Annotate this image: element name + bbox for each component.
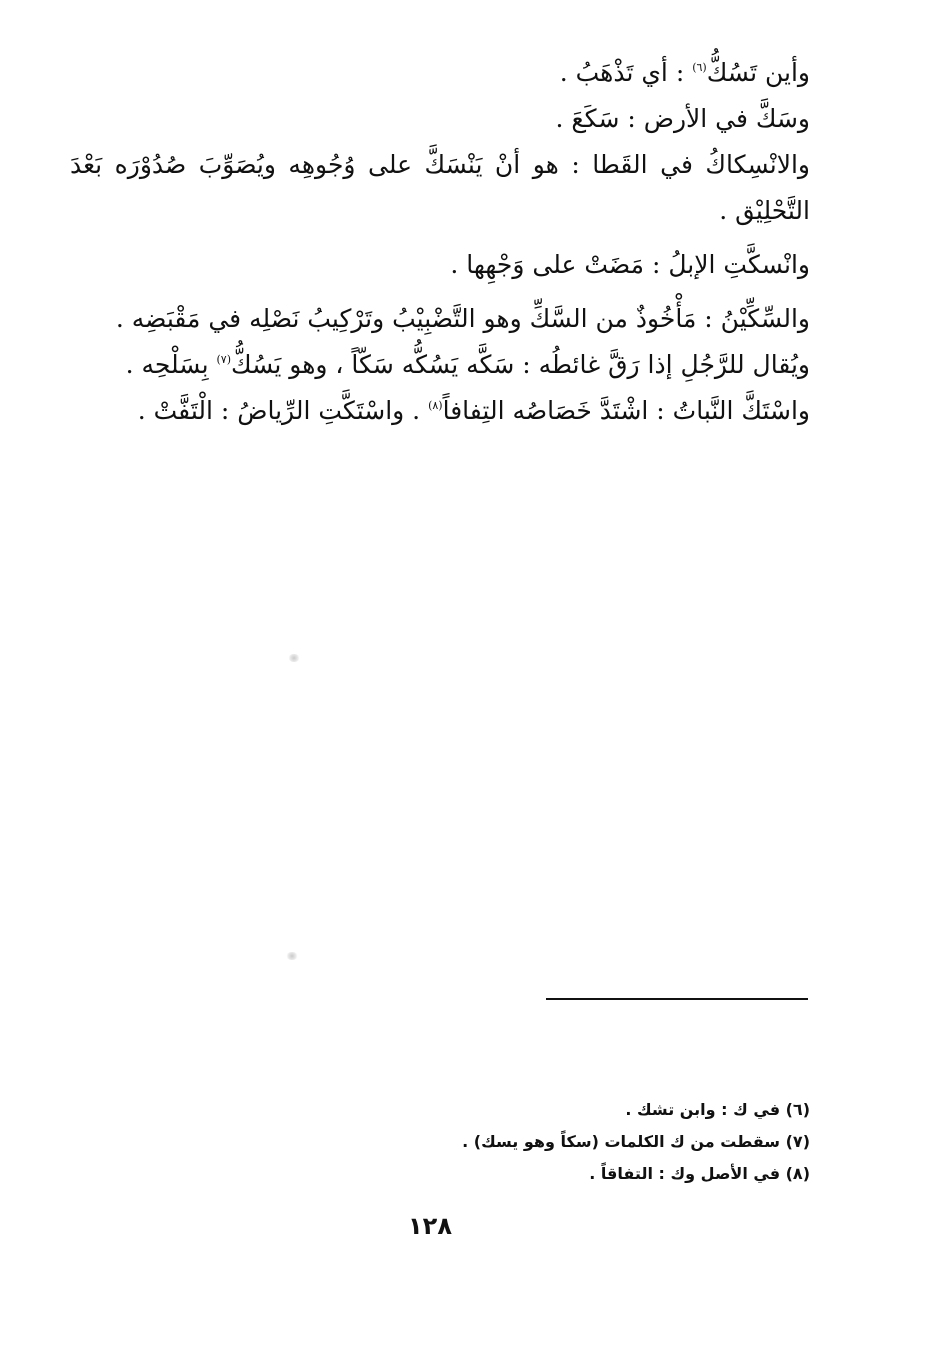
- text-line-8: [70, 388, 810, 434]
- line-8-text: واسْتَكَّ النَّباتُ : اشْتَدَّ خَصَاصُه التِفافاً: [442, 396, 810, 425]
- text-line-3: والانْسِكاكُ في القَطا : هو أنْ يَنْسَكَّ على وُجُوهِه ويُصَوِّبَ صُدُوْرَه بَعْدَ: [70, 150, 810, 179]
- text-line-2: وسَكَّ في الأرض : سَكَعَ .: [555, 104, 810, 133]
- footnote-ref-7: (٧): [216, 353, 231, 366]
- footnotes: [300, 1094, 810, 1190]
- text-line-1: [70, 50, 810, 96]
- footnote-ref-6: (٦): [692, 61, 707, 74]
- line-7-text: ويُقال للرَّجُلِ إذا رَقَّ غائطُه : سَكَّه يَسُكُّه سَكّاً ، وهو يَسُكُّ: [231, 350, 810, 379]
- line-1-tail: : أي تَذْهَبُ .: [559, 58, 693, 87]
- main-text: [70, 50, 810, 434]
- line-7-tail: بِسَلْحِه .: [125, 350, 217, 379]
- text-line-6: والسِّكِّيْنُ : مَأْخُوذٌ من السَّكِّ وهو التَّضْبِيْبُ وتَرْكِيبُ نَصْلِه في مَقْبَضِه .: [115, 304, 810, 333]
- scan-speck: [286, 952, 298, 960]
- line-1-text: وأين تَسُكُّ: [706, 58, 810, 87]
- text-line-5: وانْسكَّتِ الإبلُ : مَضَتْ على وَجْهِها .: [450, 250, 810, 279]
- text-line-4: التَّحْلِيْق .: [719, 196, 810, 225]
- scan-speck: [288, 654, 300, 662]
- text-line-7: [70, 342, 810, 388]
- footnote-7: (٧) سقطت من ك الكلمات (سكاً وهو يسك) .: [462, 1132, 810, 1151]
- footnote-6: (٦) في ك : وابن تشك .: [625, 1100, 810, 1119]
- line-8-tail: . واسْتَكَّتِ الرِّياضُ : الْتَفَّتْ .: [137, 396, 429, 425]
- footnote-separator: [546, 998, 808, 1000]
- footnote-ref-8: (٨): [428, 399, 443, 412]
- page-number: ١٢٨: [408, 1212, 452, 1240]
- footnote-8: (٨) في الأصل وك : التفاقاً .: [589, 1164, 810, 1183]
